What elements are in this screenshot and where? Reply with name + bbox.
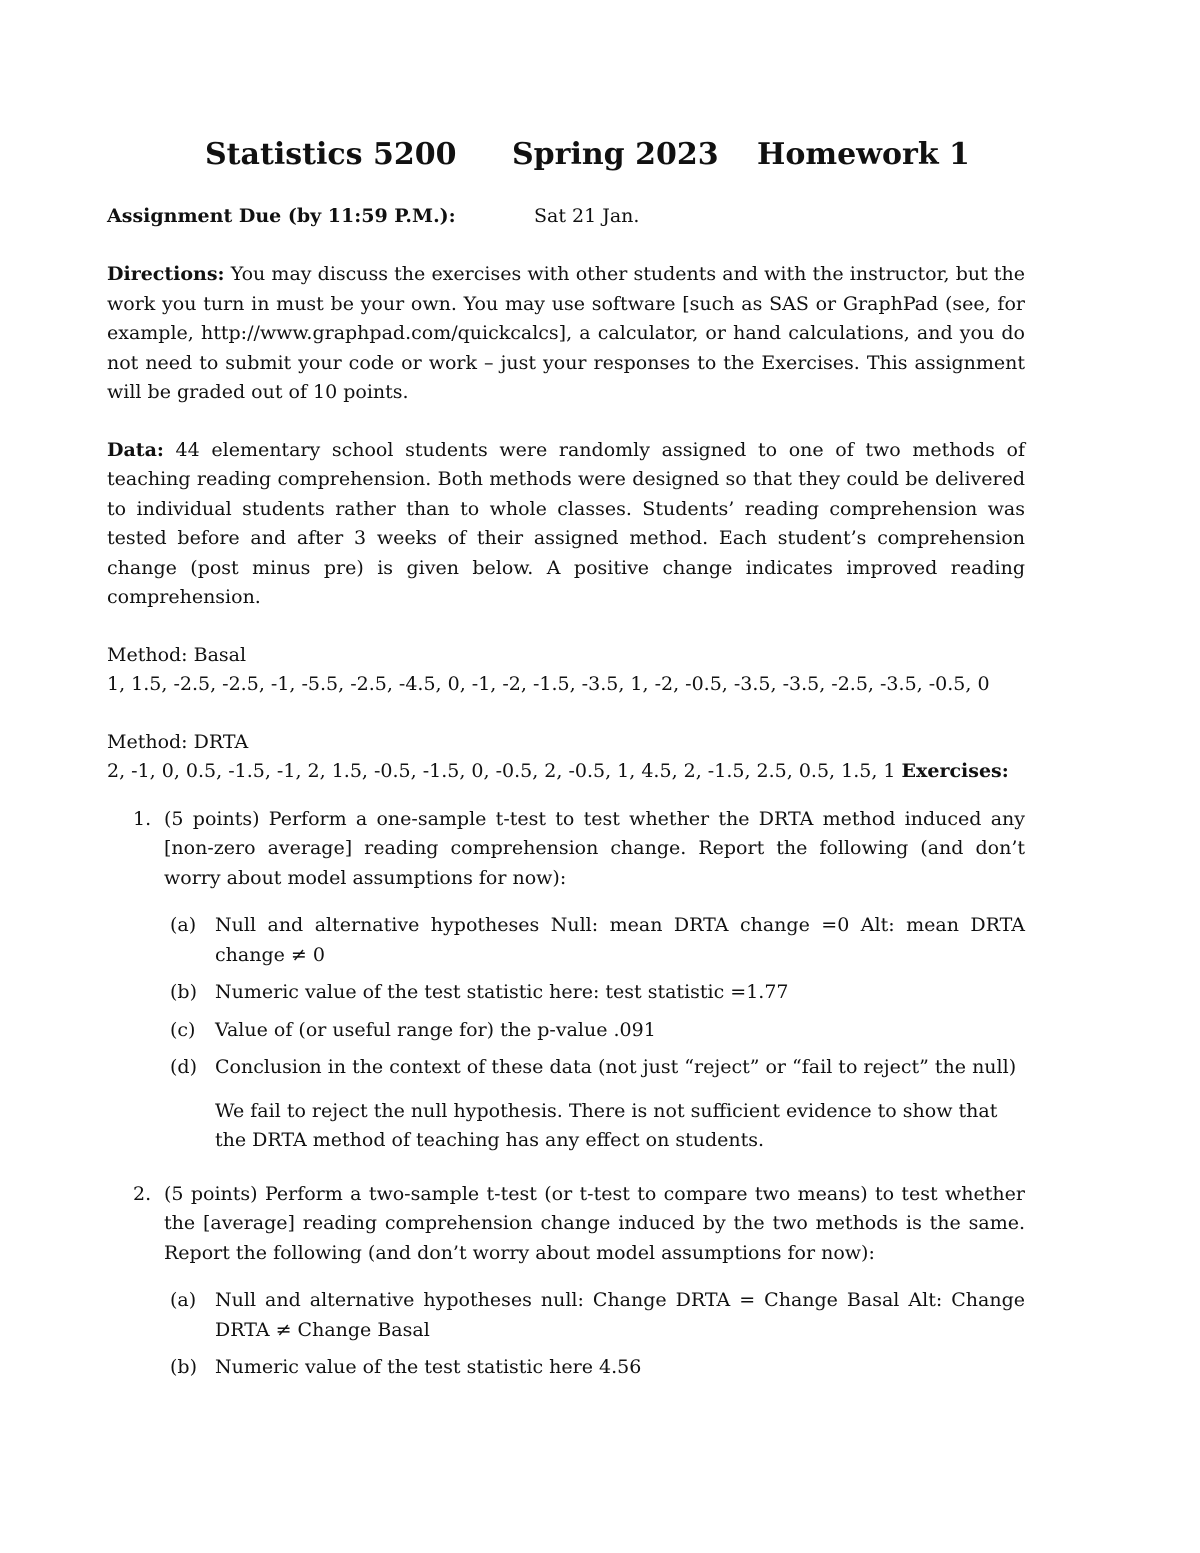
course-name: Statistics 5200 bbox=[205, 137, 457, 172]
basal-label: Method: Basal bbox=[107, 643, 247, 666]
part-text: Conclusion in the context of these data (not just “reject” or “fail to reject” the null) bbox=[215, 1056, 1017, 1078]
part-letter: (b) bbox=[170, 1356, 197, 1378]
part-text: Numeric value of the test statistic here: test statistic =1.77 bbox=[215, 981, 789, 1003]
part-text: Null and alternative hypotheses Null: mean DRTA change =0 Alt: mean DRTA change ≠ 0 bbox=[215, 914, 1025, 966]
part-letter: (b) bbox=[170, 981, 197, 1003]
part-item bbox=[164, 1053, 1025, 1156]
part-letter: (c) bbox=[170, 1018, 196, 1041]
part-text: Null and alternative hypotheses null: Change DRTA = Change Basal Alt: Change DRTA ≠ Change Basal bbox=[215, 1289, 1025, 1341]
directions-label: Directions: bbox=[107, 263, 225, 285]
part-text: Value of (or useful range for) the p-value .091 bbox=[215, 1018, 656, 1041]
due-date-line bbox=[107, 202, 1025, 232]
drta-values-line bbox=[107, 757, 1025, 787]
directions-paragraph bbox=[107, 260, 1025, 408]
part-text: Numeric value of the test statistic here 4.56 bbox=[215, 1356, 642, 1378]
basal-values: 1, 1.5, -2.5, -2.5, -1, -5.5, -2.5, -4.5, 0, -1, -2, -1.5, -3.5, 1, -2, -0.5, -3.5, -3.5, -2.5, -3.5, -0.5, 0 bbox=[107, 673, 990, 695]
exercise-parts bbox=[164, 911, 1025, 1156]
drta-label: Method: DRTA bbox=[107, 730, 249, 753]
data-label: Data: bbox=[107, 438, 164, 461]
exercise-list bbox=[107, 805, 1025, 1383]
directions-text: You may discuss the exercises with other students and with the instructor, but the work you turn in must be your own. You may use software [such as SAS or GraphPad (see, for example, http://www.graphpad.com/quickcalcs], a calculator, or hand calculations, and you do not need to submit your code or work – just your responses to the Exercises. This assignment will be graded out of 10 points. bbox=[107, 263, 1025, 403]
drta-values: 2, -1, 0, 0.5, -1.5, -1, 2, 1.5, -0.5, -1.5, 0, -0.5, 2, -0.5, 1, 4.5, 2, -1.5, 2.5, 0.5, 1.5, 1 bbox=[107, 760, 896, 782]
exercise-item bbox=[107, 805, 1025, 1156]
exercise-number: 2. bbox=[133, 1182, 152, 1205]
exercise-parts bbox=[164, 1286, 1025, 1383]
exercise-answer: We fail to reject the null hypothesis. There is not sufficient evidence to show that the DRTA method of teaching has any effect on students. bbox=[215, 1099, 998, 1151]
part-item bbox=[164, 978, 1025, 1008]
exercises-label: Exercises: bbox=[901, 760, 1009, 782]
due-date: Sat 21 Jan. bbox=[534, 205, 640, 227]
part-item bbox=[164, 1016, 1025, 1046]
part-letter: (d) bbox=[170, 1056, 197, 1078]
data-text: 44 elementary school students were randomly assigned to one of two methods of teaching reading comprehension. Both methods were designed so that they could be delivered to individual students rather than to whole classes. Students’ reading comprehension was tested before and after 3 weeks of their assigned method. Each student’s comprehension change (post minus pre) is given below. A positive change indicates improved reading comprehension. bbox=[107, 438, 1025, 608]
part-letter: (a) bbox=[170, 1289, 197, 1311]
part-item bbox=[164, 1353, 1025, 1383]
exercise-item bbox=[107, 1180, 1025, 1383]
part-item bbox=[164, 1286, 1025, 1345]
exercise-prompt: (5 points) Perform a two-sample t-test (or t-test to compare two means) to test whether the [average] reading comprehension change induced by the two methods is the same. Report the following (and don’t worry about model assumptions for now): bbox=[164, 1182, 1025, 1264]
due-label: Assignment Due (by 11:59 P.M.): bbox=[107, 205, 456, 227]
exercise-number: 1. bbox=[133, 807, 152, 830]
part-letter: (a) bbox=[170, 914, 197, 936]
exercise-prompt: (5 points) Perform a one-sample t-test to test whether the DRTA method induced any [non-zero average] reading comprehension change. Report the following (and don’t worry about model assumptions for now): bbox=[164, 807, 1025, 889]
part-item bbox=[164, 911, 1025, 970]
document-page bbox=[107, 137, 1025, 1407]
assignment-name: Homework 1 bbox=[757, 137, 970, 172]
document-title bbox=[107, 137, 1025, 186]
term: Spring 2023 bbox=[512, 137, 719, 172]
data-paragraph bbox=[107, 436, 1025, 613]
